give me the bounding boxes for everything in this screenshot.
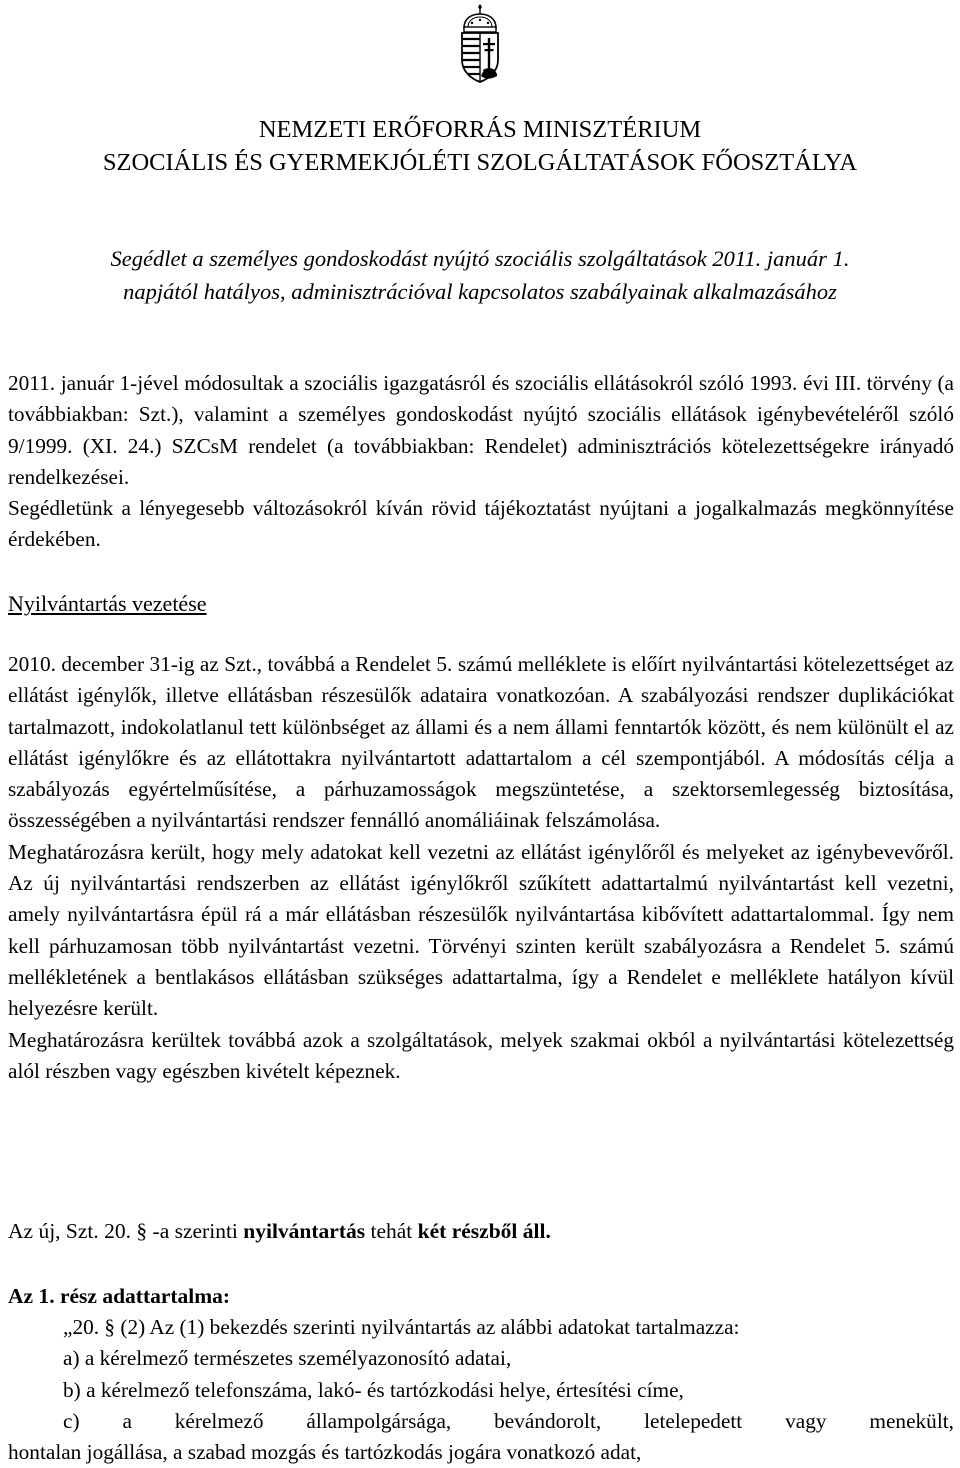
department-heading: SZOCIÁLIS ÉS GYERMEKJÓLÉTI SZOLGÁLTATÁSOK FŐOSZTÁLYA bbox=[102, 149, 858, 176]
statement-bold-conclusion: két részből áll. bbox=[417, 1219, 551, 1243]
statement-bold-term: nyilvántartás bbox=[243, 1219, 366, 1243]
section-sign: § bbox=[136, 1219, 148, 1243]
part-1-heading bbox=[8, 1281, 230, 1312]
main-paragraph-3: Meghatározásra kerültek továbbá azok a szolgáltatások, melyek szakmai okból a nyilvántartási kötelezettség alól részben vagy egészben kivételt képeznek. bbox=[8, 1027, 954, 1083]
statement-mid-2: tehát bbox=[365, 1219, 418, 1243]
ministry-heading: NEMZETI ERŐFORRÁS MINISZTÉRIUM bbox=[258, 116, 702, 143]
quote-item-c-line-1: c) a kérelmező állampolgársága, bevándorolt, letelepedett vagy menekült, bbox=[63, 1408, 954, 1433]
section-title: Nyilvántartás vezetése bbox=[8, 591, 207, 616]
intro-section bbox=[8, 368, 954, 556]
main-paragraph-1: 2010. december 31-ig az Szt., továbbá a Rendelet 5. számú melléklete is előírt nyilvántartási kötelezettséget az ellátást igénylők, illetve ellátásban részesülők adataira vonatkozóan. A szabályozási rendszer duplikációkat tartalmazott, indokolatlanul tett különbséget az állami és a nem állami fenntartók között, és nem különült el az ellátást igénylőkre és az ellátottakra nyilvántartott adattartalom a cél szempontjából. A módosítás célja a szabályozás egyértelműsítése, a párhuzamosságok megszüntetése, a szektorsemlegesség biztosítása, összességében a nyilvántartási rendszer fennálló anomáliáinak felszámolása. bbox=[8, 652, 954, 833]
main-paragraph-2: Meghatározásra került, hogy mely adatokat kell vezetni az ellátást igénylőről és melyeket az igénybevevőről. Az új nyilvántartási rendszerben az ellátást igénylőkről szűkített adattartalmú nyilvántartást kell vezetni, amely nyilvántartásra épül rá a már ellátásban részesülők nyilvántartása kibővített adattartalommal. Így nem kell párhuzamosan több nyilvántartást vezetni. Törvényi szinten került szabályozásra a Rendelet 5. számú mellékletének a bentlakásos ellátásban szükséges adattartalma, így a Rendelet e melléklete hatályon kívül helyezésre került. bbox=[8, 839, 954, 1021]
statute-quote bbox=[8, 1312, 954, 1468]
quote-item-c-line-2: hontalan jogállása, a szabad mozgás és tartózkodás jogára vonatkozó adat, bbox=[8, 1440, 642, 1465]
intro-paragraph-2: Segédletünk a lényegesebb változásokról kíván rövid tájékoztatást nyújtani a jogalkalmazás megkönnyítése érdekében. bbox=[8, 496, 954, 552]
statement-mid: -a szerinti bbox=[147, 1219, 244, 1243]
part-1-label: rész adattartalma: bbox=[59, 1284, 231, 1308]
document-subtitle-line-2: napjától hatályos, adminisztrációval kapcsolatos szabályainak alkalmazásához bbox=[123, 279, 837, 304]
quote-item-b: b) a kérelmező telefonszáma, lakó- és tartózkodási helye, értesítési címe, bbox=[63, 1377, 684, 1402]
two-parts-statement bbox=[8, 1216, 551, 1247]
hungarian-coat-of-arms-icon bbox=[454, 2, 506, 84]
main-section bbox=[8, 649, 954, 1087]
statement-prefix: Az új, Szt. 20. bbox=[8, 1219, 137, 1243]
document-subtitle-line-1: Segédlet a személyes gondoskodást nyújtó szociális szolgáltatások 2011. január 1. bbox=[110, 246, 850, 271]
quote-line-intro: „20. § (2) Az (1) bekezdés szerinti nyilvántartás az alábbi adatokat tartalmazza: bbox=[63, 1315, 740, 1339]
intro-paragraph-1: 2011. január 1-jével módosultak a szociális igazgatásról és szociális ellátásokról szóló 1993. évi III. törvény (a továbbiakban: Szt.), valamint a személyes gondoskodást nyújtó szociális ellátások igénybevételéről szóló 9/1999. (XI. 24.) SZCsM rendelet (a továbbiakban: Rendelet) adminisztrációs kötelezettségekre irányadó rendelkezései. bbox=[8, 371, 954, 489]
part-1-prefix: Az 1. bbox=[8, 1284, 60, 1308]
quote-item-a: a) a kérelmező természetes személyazonosító adatai, bbox=[63, 1346, 512, 1371]
